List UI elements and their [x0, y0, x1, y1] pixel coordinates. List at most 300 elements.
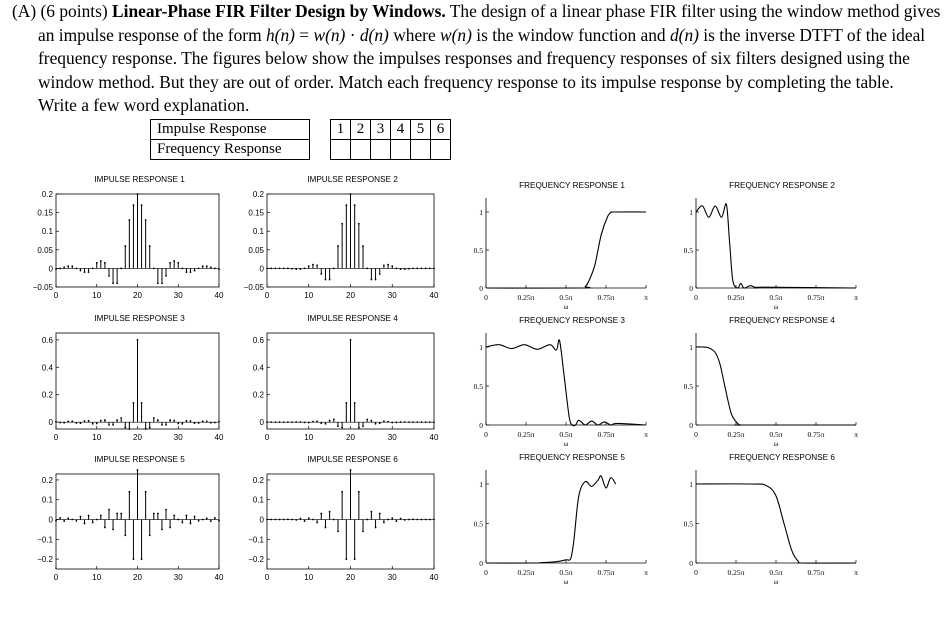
- frequency-title: FREQUENCY RESPONSE 1: [519, 181, 625, 190]
- stem-marker: [345, 558, 347, 560]
- stem-marker: [194, 516, 196, 518]
- stem-marker: [266, 519, 268, 521]
- y-tick-label: 0.5: [473, 519, 483, 529]
- y-tick-label: 0: [48, 264, 53, 274]
- stem-marker: [304, 422, 306, 424]
- stem-marker: [128, 428, 130, 430]
- stem-marker: [279, 421, 281, 423]
- x-tick-label: 20: [346, 291, 355, 300]
- stem-marker: [295, 519, 297, 521]
- stem-marker: [190, 271, 192, 273]
- impulse-title: IMPULSE RESPONSE 6: [307, 455, 398, 464]
- row-label-impulse: Impulse Response: [151, 120, 310, 140]
- stem-marker: [366, 268, 368, 270]
- stem-marker: [55, 520, 57, 522]
- x-tick-label: 0: [53, 291, 59, 300]
- x-tick-label: 0: [484, 568, 488, 577]
- stem-marker: [186, 515, 188, 517]
- stem-marker: [173, 260, 175, 262]
- x-axis-label: ω: [773, 440, 779, 448]
- problem-line-5: Write a few word explanation.: [38, 95, 250, 116]
- stem-marker: [88, 271, 90, 273]
- x-tick-label: 40: [429, 573, 439, 582]
- y-tick-label: 0: [689, 284, 693, 293]
- y-tick-label: −0.05: [32, 283, 53, 292]
- frequency-curve: [486, 476, 616, 563]
- stem-marker: [391, 517, 393, 519]
- x-tick-label: 0.5π: [769, 430, 783, 439]
- stem-marker: [274, 519, 276, 521]
- frequency-title: FREQUENCY RESPONSE 4: [729, 316, 835, 325]
- y-tick-label: 0: [48, 418, 53, 428]
- stem-marker: [63, 266, 65, 268]
- stem-marker: [186, 271, 188, 273]
- stem-marker: [55, 268, 57, 270]
- stem-marker: [165, 275, 167, 277]
- x-tick-label: 40: [214, 573, 224, 582]
- stem-marker: [116, 513, 118, 515]
- x-tick-label: 10: [92, 573, 102, 582]
- stem-marker: [218, 421, 220, 423]
- stem-marker: [181, 268, 183, 270]
- x-tick-label: 20: [346, 433, 355, 442]
- stem-marker: [153, 268, 155, 270]
- stem-marker: [362, 425, 364, 427]
- stem-marker: [145, 428, 147, 430]
- stem-marker: [116, 419, 118, 421]
- x-tick-label: 20: [133, 433, 142, 442]
- stem-marker: [421, 268, 423, 270]
- stem-marker: [396, 422, 398, 424]
- stem-marker: [190, 523, 192, 525]
- stem-marker: [320, 513, 322, 515]
- stem-marker: [270, 421, 272, 423]
- x-tick-label: π: [644, 430, 648, 439]
- stem-marker: [341, 427, 343, 429]
- stem-marker: [141, 558, 143, 560]
- stem-marker: [345, 204, 347, 206]
- stem-marker: [337, 530, 339, 532]
- stem-marker: [145, 219, 147, 221]
- stem-marker: [312, 519, 314, 521]
- impulse-title: IMPULSE RESPONSE 3: [94, 314, 185, 323]
- stem-marker: [358, 223, 360, 225]
- x-axis-label: ω: [773, 303, 779, 311]
- stem-marker: [92, 268, 94, 270]
- x-tick-label: 10: [304, 433, 314, 442]
- y-tick-label: 1: [689, 343, 693, 352]
- impulse-title: IMPULSE RESPONSE 4: [307, 314, 398, 323]
- x-tick-label: 0.5π: [559, 293, 573, 302]
- y-tick-label: 0.6: [41, 335, 53, 345]
- stem-marker: [425, 421, 427, 423]
- stem-marker: [329, 511, 331, 513]
- stem-marker: [71, 519, 73, 521]
- x-tick-label: 0.5π: [769, 293, 783, 302]
- problem-line-3: frequency response. The figures below show the impulses responses and frequency responses of six filters designed using the: [38, 48, 910, 69]
- y-tick-label: 0: [479, 284, 483, 293]
- stem-marker: [149, 534, 151, 536]
- stem-marker: [308, 265, 310, 267]
- y-tick-label: 0: [689, 559, 693, 568]
- stem-marker: [75, 520, 77, 522]
- stem-marker: [80, 270, 82, 272]
- stem-marker: [416, 268, 418, 270]
- stem-marker: [421, 519, 423, 521]
- stem-marker: [145, 491, 147, 493]
- stem-marker: [210, 520, 212, 522]
- y-tick-label: 0.15: [37, 208, 53, 218]
- y-tick-label: 0: [479, 559, 483, 568]
- stem-marker: [59, 517, 61, 519]
- stem-marker: [279, 268, 281, 270]
- stem-marker: [308, 517, 310, 519]
- stem-marker: [341, 223, 343, 225]
- stem-marker: [379, 513, 381, 515]
- stem-marker: [341, 491, 343, 493]
- stem-marker: [412, 518, 414, 520]
- stem-marker: [206, 265, 208, 267]
- column-header: 3: [371, 120, 391, 140]
- stem-marker: [387, 421, 389, 423]
- stem-marker: [181, 522, 183, 524]
- stem-marker: [80, 516, 82, 518]
- stem-marker: [270, 268, 272, 270]
- stem-marker: [202, 265, 204, 267]
- stem-marker: [287, 268, 289, 270]
- stem-marker: [165, 424, 167, 426]
- y-tick-label: 1: [479, 343, 483, 352]
- stem-marker: [383, 522, 385, 524]
- stem-marker: [169, 419, 171, 421]
- symbol-d: d(n): [669, 24, 699, 45]
- y-tick-label: 0.15: [248, 208, 264, 218]
- x-tick-label: 30: [173, 573, 183, 582]
- stem-marker: [350, 339, 352, 341]
- row-label-frequency: Frequency Response: [151, 140, 310, 160]
- x-tick-label: 20: [133, 573, 142, 582]
- stem-marker: [429, 268, 431, 270]
- x-tick-label: 0.25π: [517, 430, 535, 439]
- stem-marker: [266, 268, 268, 270]
- stem-marker: [104, 527, 106, 529]
- column-header: 2: [351, 120, 371, 140]
- stem-marker: [400, 421, 402, 423]
- stem-marker: [157, 513, 159, 515]
- y-tick-label: 0.4: [252, 363, 264, 373]
- stem-marker: [67, 421, 69, 423]
- x-tick-label: 0.25π: [727, 430, 745, 439]
- stem-marker: [63, 520, 65, 522]
- impulse-title: IMPULSE RESPONSE 1: [94, 175, 185, 184]
- stem-marker: [161, 529, 163, 531]
- stem-marker: [214, 422, 216, 424]
- stem-marker: [387, 519, 389, 521]
- stem-marker: [80, 422, 82, 424]
- stem-marker: [59, 268, 61, 270]
- stem-marker: [157, 419, 159, 421]
- x-tick-label: 0.5π: [769, 568, 783, 577]
- stem-marker: [345, 402, 347, 404]
- stem-marker: [198, 268, 200, 270]
- x-tick-label: 0: [694, 430, 698, 439]
- problem-text: an impulse response of the form: [38, 24, 262, 45]
- stem-marker: [354, 558, 356, 560]
- x-tick-label: 0.5π: [559, 430, 573, 439]
- frequency-title: FREQUENCY RESPONSE 6: [729, 453, 835, 462]
- stem-marker: [370, 511, 372, 513]
- y-tick-label: 1: [689, 208, 693, 217]
- stem-marker: [433, 421, 435, 423]
- stem-marker: [67, 517, 69, 519]
- stem-marker: [408, 268, 410, 270]
- x-tick-label: 0.75π: [597, 293, 615, 302]
- stem-marker: [194, 422, 196, 424]
- frequency-curve: [696, 204, 856, 288]
- stem-marker: [391, 265, 393, 267]
- stem-marker: [325, 527, 327, 529]
- stem-marker: [325, 423, 327, 425]
- stem-marker: [141, 402, 143, 404]
- y-tick-label: 0.05: [248, 245, 264, 255]
- stem-marker: [88, 515, 90, 517]
- stem-marker: [133, 558, 135, 560]
- stem-marker: [108, 509, 110, 511]
- y-tick-label: 0: [259, 515, 264, 525]
- stem-marker: [316, 420, 318, 422]
- stem-marker: [112, 282, 114, 284]
- x-tick-label: 10: [304, 573, 314, 582]
- stem-marker: [416, 421, 418, 423]
- stem-marker: [59, 422, 61, 424]
- y-tick-label: 0: [48, 515, 53, 525]
- x-tick-label: π: [644, 293, 648, 302]
- stem-marker: [137, 339, 139, 341]
- y-tick-label: 0: [689, 421, 693, 430]
- y-tick-label: 0.1: [252, 227, 264, 237]
- x-axis-label: ω: [563, 578, 569, 586]
- stem-marker: [283, 519, 285, 521]
- stem-marker: [329, 279, 331, 281]
- x-tick-label: 0.25π: [727, 568, 745, 577]
- x-tick-label: 0.75π: [597, 430, 615, 439]
- x-tick-label: 0: [53, 573, 59, 582]
- stem-marker: [218, 520, 220, 522]
- formula-eq: =: [294, 24, 314, 45]
- stem-marker: [100, 515, 102, 517]
- stem-marker: [333, 419, 335, 421]
- x-tick-label: 0: [264, 573, 270, 582]
- stem-marker: [153, 513, 155, 515]
- y-tick-label: 0.1: [41, 227, 53, 237]
- x-tick-label: 0.25π: [517, 293, 535, 302]
- stem-marker: [362, 530, 364, 532]
- x-tick-label: 0.5π: [559, 568, 573, 577]
- stem-marker: [391, 422, 393, 424]
- y-tick-label: −0.2: [248, 555, 264, 565]
- problem-label: (A): [12, 1, 37, 21]
- stem-marker: [173, 515, 175, 517]
- stem-marker: [169, 262, 171, 264]
- stem-marker: [149, 427, 151, 429]
- stem-marker: [137, 193, 139, 195]
- y-tick-label: 0: [479, 421, 483, 430]
- stem-marker: [333, 519, 335, 521]
- stem-marker: [84, 271, 86, 273]
- stem-marker: [112, 529, 114, 531]
- stem-marker: [128, 491, 130, 493]
- stem-marker: [308, 422, 310, 424]
- stem-marker: [421, 421, 423, 423]
- stem-marker: [366, 419, 368, 421]
- frequency-title: FREQUENCY RESPONSE 2: [729, 181, 835, 190]
- x-tick-label: 40: [214, 291, 224, 300]
- stem-marker: [149, 245, 151, 247]
- stem-marker: [350, 193, 352, 195]
- stem-marker: [141, 204, 143, 206]
- stem-marker: [291, 421, 293, 423]
- stem-marker: [198, 422, 200, 424]
- y-tick-label: 0.05: [37, 245, 53, 255]
- stem-marker: [375, 279, 377, 281]
- y-tick-label: −0.05: [243, 283, 264, 292]
- stem-marker: [320, 273, 322, 275]
- stem-marker: [194, 270, 196, 272]
- formula-w: w(n): [313, 24, 346, 45]
- stem-marker: [177, 262, 179, 264]
- frequency-curve: [696, 347, 856, 425]
- stem-marker: [379, 422, 381, 424]
- stem-marker: [214, 517, 216, 519]
- x-tick-label: π: [854, 568, 858, 577]
- y-tick-label: 0.2: [252, 390, 264, 400]
- stem-marker: [379, 273, 381, 275]
- y-tick-label: 0: [259, 418, 264, 428]
- stem-marker: [169, 527, 171, 529]
- stem-marker: [96, 519, 98, 521]
- impulse-title: IMPULSE RESPONSE 5: [94, 455, 185, 464]
- stem-marker: [63, 422, 65, 424]
- y-tick-label: 0.2: [41, 390, 53, 400]
- problem-text: is the window function and: [471, 24, 670, 45]
- stem-marker: [362, 245, 364, 247]
- stem-marker: [316, 522, 318, 524]
- problem-points: (6 points): [40, 1, 108, 21]
- y-tick-label: 0.5: [473, 382, 483, 391]
- stem-marker: [71, 265, 73, 267]
- y-tick-label: −0.2: [37, 555, 53, 565]
- x-tick-label: 0: [53, 433, 59, 442]
- stem-marker: [412, 268, 414, 270]
- x-tick-label: 0: [484, 293, 488, 302]
- y-tick-label: 0: [259, 264, 264, 274]
- x-tick-label: 0.25π: [727, 293, 745, 302]
- stem-marker: [350, 469, 352, 471]
- stem-marker: [433, 519, 435, 521]
- stem-marker: [396, 520, 398, 522]
- stem-marker: [104, 419, 106, 421]
- stem-marker: [161, 282, 163, 284]
- stem-marker: [366, 519, 368, 521]
- stem-marker: [71, 420, 73, 422]
- x-tick-label: 0: [694, 293, 698, 302]
- stem-marker: [333, 268, 335, 270]
- stem-marker: [429, 421, 431, 423]
- stem-marker: [316, 265, 318, 267]
- stem-marker: [92, 423, 94, 425]
- stem-marker: [295, 421, 297, 423]
- stem-marker: [206, 517, 208, 519]
- stem-marker: [408, 519, 410, 521]
- stem-marker: [300, 518, 302, 520]
- x-tick-label: 0: [264, 291, 270, 300]
- stem-marker: [266, 421, 268, 423]
- stem-marker: [400, 518, 402, 520]
- stem-marker: [412, 421, 414, 423]
- y-tick-label: 1: [479, 208, 483, 217]
- y-tick-label: 0.1: [252, 495, 264, 505]
- x-tick-label: 30: [173, 291, 183, 300]
- stem-marker: [202, 420, 204, 422]
- problem-line-4: window method. But they are out of order. Match each frequency response to its impulse response by completing the table.: [38, 71, 894, 92]
- x-tick-label: 40: [429, 291, 439, 300]
- x-tick-label: 30: [387, 573, 397, 582]
- stem-marker: [206, 421, 208, 423]
- stem-marker: [181, 423, 183, 425]
- stem-marker: [300, 421, 302, 423]
- frequency-title: FREQUENCY RESPONSE 3: [519, 316, 625, 325]
- stem-marker: [173, 420, 175, 422]
- stem-marker: [177, 519, 179, 521]
- stem-marker: [214, 268, 216, 270]
- x-tick-label: 0.25π: [517, 568, 535, 577]
- stem-marker: [120, 417, 122, 419]
- x-tick-label: 0: [694, 568, 698, 577]
- stem-marker: [133, 204, 135, 206]
- stem-marker: [124, 427, 126, 429]
- x-tick-label: 0.75π: [807, 568, 825, 577]
- stem-marker: [354, 204, 356, 206]
- stem-marker: [370, 420, 372, 422]
- stem-marker: [416, 519, 418, 521]
- y-tick-label: −0.1: [248, 535, 264, 545]
- x-tick-label: 20: [346, 573, 355, 582]
- y-tick-label: 0.6: [252, 335, 264, 345]
- y-tick-label: 0.2: [252, 190, 264, 199]
- stem-marker: [429, 519, 431, 521]
- stem-marker: [396, 268, 398, 270]
- stem-marker: [120, 268, 122, 270]
- stem-marker: [337, 425, 339, 427]
- impulse-title: IMPULSE RESPONSE 2: [307, 175, 398, 184]
- stem-marker: [300, 268, 302, 270]
- x-tick-label: 10: [304, 291, 314, 300]
- stem-marker: [202, 519, 204, 521]
- stem-marker: [120, 513, 122, 515]
- stem-marker: [274, 421, 276, 423]
- symbol-w: w(n): [440, 24, 472, 45]
- stem-marker: [186, 420, 188, 422]
- stem-marker: [104, 262, 106, 264]
- x-tick-label: 30: [173, 433, 183, 442]
- stem-marker: [383, 420, 385, 422]
- stem-marker: [312, 264, 314, 266]
- stem-marker: [112, 424, 114, 426]
- stem-marker: [96, 423, 98, 425]
- stem-marker: [108, 424, 110, 426]
- y-tick-label: 0.2: [252, 475, 264, 485]
- x-tick-label: 10: [92, 433, 102, 442]
